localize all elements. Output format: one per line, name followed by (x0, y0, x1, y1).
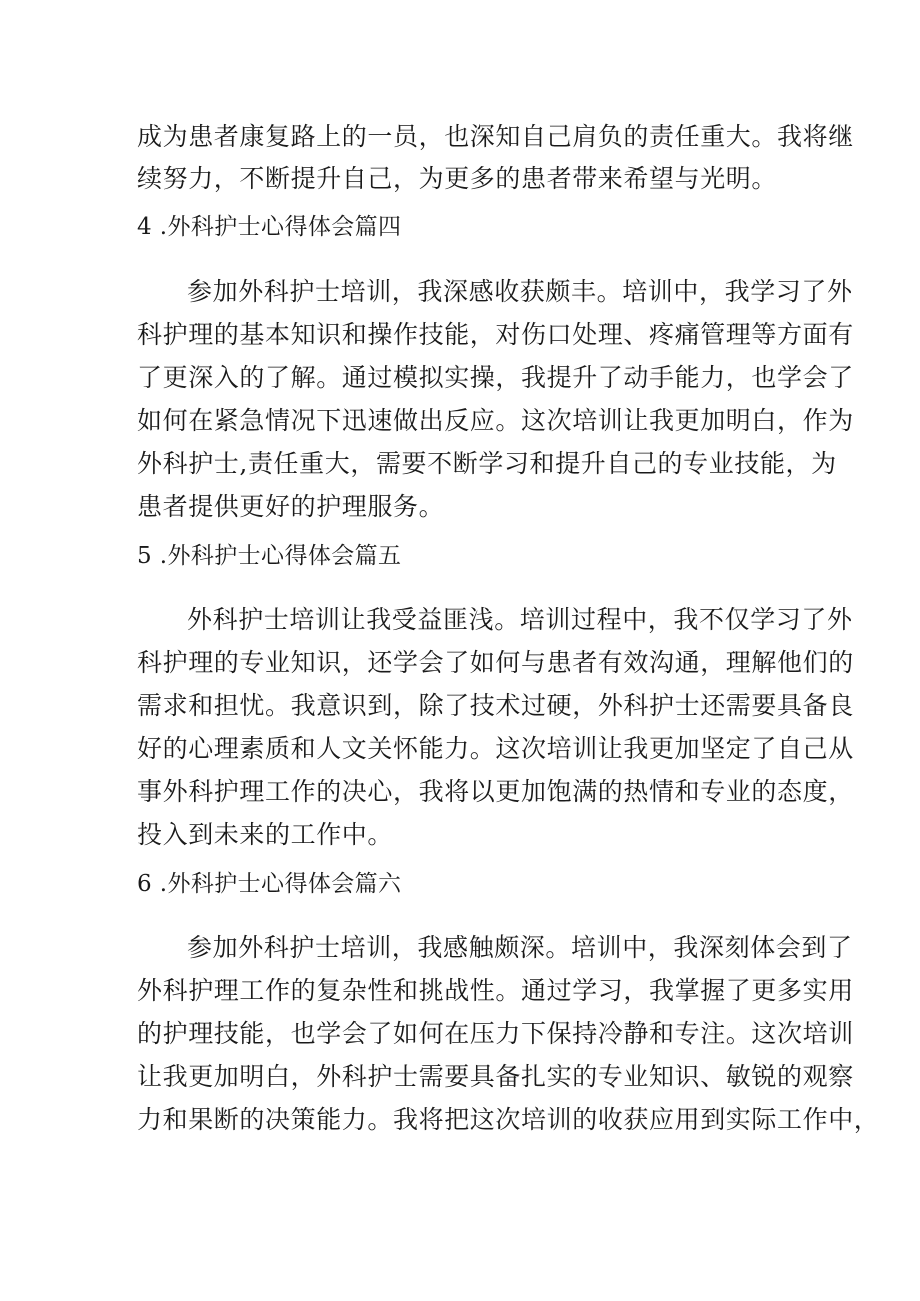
paragraph-line: 如何在紧急情况下迅速做出反应。这次培训让我更加明白，作为 (137, 406, 854, 435)
paragraph-line: 科护理的专业知识，还学会了如何与患者有效沟通，理解他们的 (137, 648, 854, 677)
section-heading-6: 6 .外科护士心得体会篇六 (137, 871, 402, 897)
paragraph-line: 好的心理素质和人文关怀能力。这次培训让我更加坚定了自己从 (137, 734, 854, 763)
paragraph-line: 的护理技能，也学会了如何在压力下保持冷静和专注。这次培训 (137, 1019, 854, 1048)
paragraph-line: 续努力，不断提升自己，为更多的患者带来希望与光明。 (137, 164, 778, 193)
paragraph-line: 科护理的基本知识和操作技能，对伤口处理、疼痛管理等方面有 (137, 320, 854, 349)
section-heading-4: 4 .外科护士心得体会篇四 (137, 214, 402, 240)
paragraph-line: 事外科护理工作的决心，我将以更加饱满的热情和专业的态度， (137, 777, 854, 806)
paragraph-line: 力和果断的决策能力。我将把这次培训的收获应用到实际工作中， (137, 1105, 880, 1134)
paragraph-line: 患者提供更好的护理服务。 (137, 492, 445, 521)
paragraph-line: 参加外科护士培训，我深感收获颇丰。培训中，我学习了外 (187, 277, 853, 306)
section-heading-5: 5 .外科护士心得体会篇五 (137, 543, 402, 569)
paragraph-line: 参加外科护士培训，我感触颇深。培训中，我深刻体会到了 (187, 933, 853, 962)
paragraph-line: 需求和担忧。我意识到，除了技术过硬，外科护士还需要具备良 (137, 691, 854, 720)
paragraph-line: 外科护理工作的复杂性和挑战性。通过学习，我掌握了更多实用 (137, 976, 854, 1005)
paragraph-line: 了更深入的了解。通过模拟实操，我提升了动手能力，也学会了 (137, 363, 854, 392)
paragraph-line: 外科护士,责任重大，需要不断学习和提升自己的专业技能，为 (137, 449, 837, 478)
paragraph-line: 投入到未来的工作中。 (137, 820, 394, 849)
paragraph-line: 外科护士培训让我受益匪浅。培训过程中，我不仅学习了外 (187, 605, 853, 634)
paragraph-line: 让我更加明白，外科护士需要具备扎实的专业知识、敏锐的观察 (137, 1062, 854, 1091)
paragraph-line: 成为患者康复路上的一员，也深知自己肩负的责任重大。我将继 (137, 122, 854, 151)
